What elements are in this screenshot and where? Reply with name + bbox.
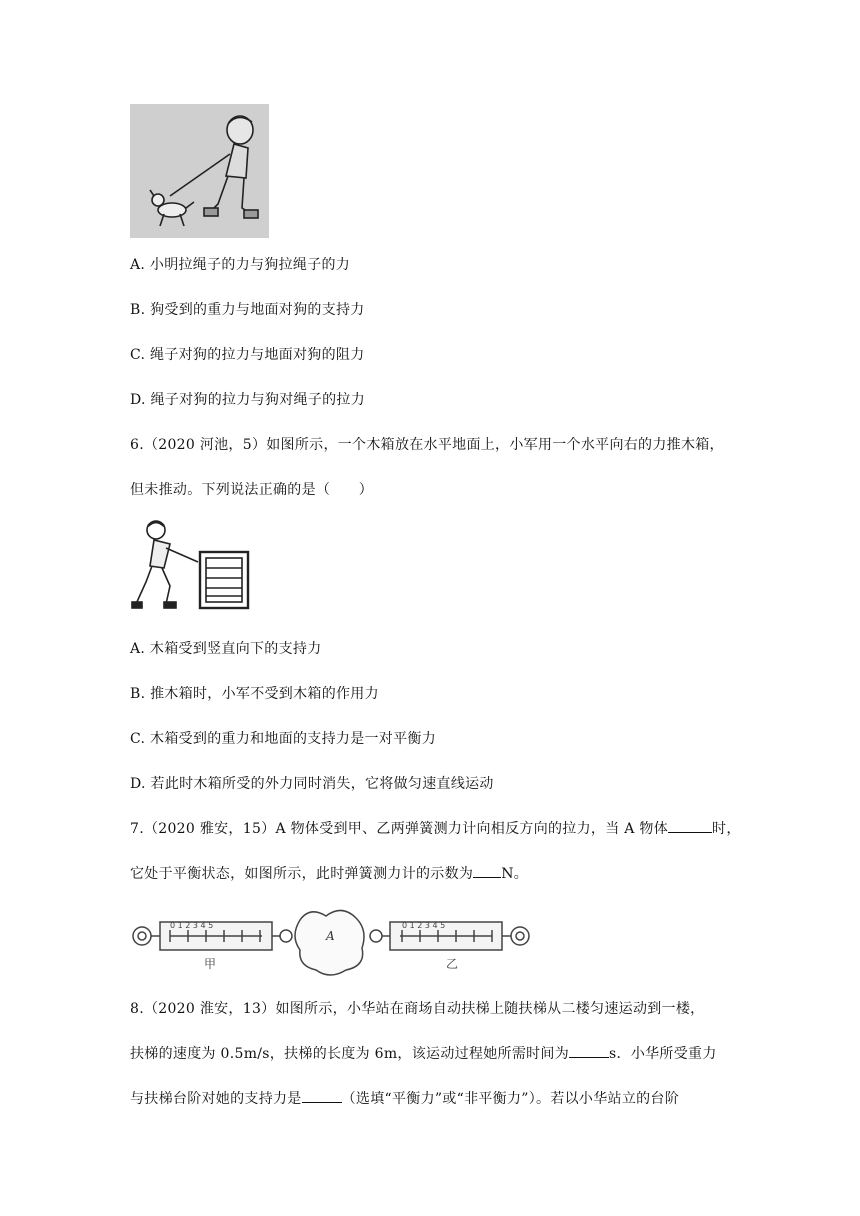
boy-pushing-box-figure [130,518,250,612]
spring-scales-figure [130,900,540,980]
scale-left-label: 甲 [204,957,217,971]
q8-stem-line2 [130,1043,717,1063]
boy-dog-figure [130,104,269,238]
q8-blank-1 [569,1045,609,1058]
q8-stem-line1: 8.（2020 淮安，13）如图所示，小华站在商场自动扶梯上随扶梯从二楼匀速运动到一楼， [130,1001,705,1017]
object-a-label: A [326,929,335,943]
q5-option-b: B. 狗受到的重力与地面对狗的支持力 [130,302,365,318]
q6-option-a: A. 木箱受到竖直向下的支持力 [130,641,322,657]
q8-stem-text-a: 扶梯的速度为 0.5m/s，扶梯的长度为 6m，该运动过程她所需时间为 [130,1046,570,1062]
q7-stem-text-d: N。 [501,866,529,882]
q5-option-a: A. 小明拉绳子的力与狗拉绳子的力 [130,257,351,273]
q8-stem-line3 [130,1088,679,1108]
q6-stem-line2: 但未推动。下列说法正确的是（ ） [130,482,374,498]
q7-blank-1 [668,820,712,833]
q7-stem-line1 [130,818,741,838]
q6-option-d: D. 若此时木箱所受的外力同时消失，它将做匀速直线运动 [130,776,494,792]
q8-stem-text-d: （选填“平衡力”或“非平衡力”）。若以小华站立的台阶 [341,1091,680,1107]
q7-stem-text-c: 它处于平衡状态，如图所示，此时弹簧测力计的示数为 [130,866,474,882]
q5-option-c: C. 绳子对狗的拉力与地面对狗的阻力 [130,347,365,363]
q6-option-c: C. 木箱受到的重力和地面的支持力是一对平衡力 [130,731,437,747]
q7-blank-2 [473,865,501,878]
q8-blank-2 [302,1090,342,1103]
q7-stem-line2 [130,863,528,883]
scale-left-digits: 0 1 2 3 4 5 [170,921,214,930]
q7-stem-text-b: 时， [712,821,741,837]
q6-option-b: B. 推木箱时，小军不受到木箱的作用力 [130,686,379,702]
q5-option-d: D. 绳子对狗的拉力与狗对绳子的拉力 [130,392,366,408]
q7-stem-text-a: 7.（2020 雅安，15）A 物体受到甲、乙两弹簧测力计向相反方向的拉力，当 A 物体 [130,821,669,837]
q8-stem-text-b: s．小华所受重力 [609,1046,717,1062]
q6-stem-line1: 6.（2020 河池，5）如图所示，一个木箱放在水平地面上，小军用一个水平向右的力推木箱， [130,437,724,453]
scale-right-digits: 0 1 2 3 4 5 [402,921,446,930]
q8-stem-text-c: 与扶梯台阶对她的支持力是 [130,1091,302,1107]
scale-right-label: 乙 [446,957,459,971]
